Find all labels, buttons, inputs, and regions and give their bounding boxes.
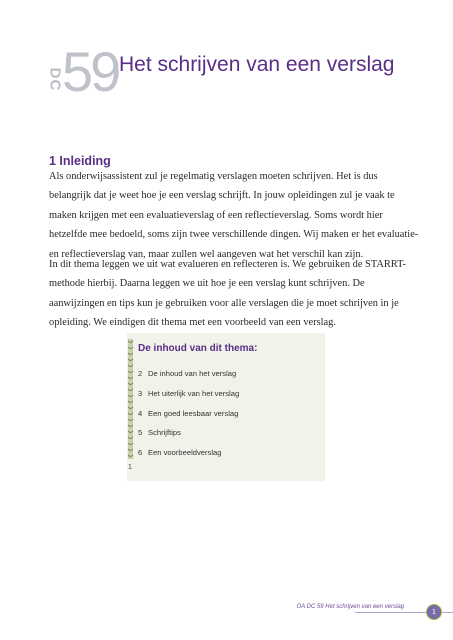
toc-item-label: Het uiterlijk van het verslag: [148, 389, 240, 399]
intro-paragraph-2: In dit thema leggen we uit wat evalueren en reflecteren is. We gebruiken de STARRT- methode hierbij. Daarna leggen we uit hoe je een verslag kunt schrijven. De aanwijzingen en tips kun je gebruiken voor alle verslagen die je moet schrijven in je opleiding. We eindigen dit thema met een voorbeeld van een verslag.: [49, 259, 406, 329]
toc-item-label: De inhoud van het verslag: [148, 369, 237, 379]
toc-page-marker: 1: [128, 464, 132, 471]
toc-item: [138, 403, 239, 423]
toc-box: [127, 333, 325, 481]
page-number-badge: 1: [426, 604, 442, 620]
toc-title: De inhoud van dit thema:: [138, 343, 258, 354]
intro-paragraph-1: Als onderwijsassistent zul je regelmatig verslagen moeten schrijven. Het is dus belangrijk dat je weet hoe je een verslag schrijft. In jouw opleidingen zul je vaak te maken krijgen met een evaluatieverslag of een reflectieverslag. Soms wordt hier hetzelfde mee bedoeld, soms zijn twee verschillende dingen. Wij maken er het evaluatie- en reflectieverslag van, maar zullen wel aangeven wat het verschil kan zijn.: [49, 171, 419, 260]
series-label: DC: [46, 67, 64, 91]
toc-item: [138, 384, 239, 404]
page-title: Het schrijven van een verslag: [119, 53, 395, 76]
toc-item-number: 5: [138, 428, 143, 438]
toc-item-label: Een goed leesbaar verslag: [148, 408, 239, 418]
toc-item-number: 3: [138, 389, 143, 399]
toc-item-number: 6: [138, 448, 143, 458]
footer-running-title: OA DC 59 Het schrijven van een verslag: [296, 604, 404, 610]
toc-item-number: 4: [138, 408, 143, 418]
toc-item-number: 2: [138, 369, 143, 379]
toc-list: [138, 364, 239, 462]
chapter-number: 59: [62, 40, 119, 103]
toc-item: [138, 364, 239, 384]
spiral-binding-icon: [127, 339, 134, 459]
toc-item-label: Schrijftips: [148, 428, 181, 438]
toc-item: [138, 423, 239, 443]
toc-item-label: Een voorbeeldverslag: [148, 448, 222, 458]
toc-item: [138, 443, 239, 463]
section-heading: 1 Inleiding: [49, 154, 111, 168]
